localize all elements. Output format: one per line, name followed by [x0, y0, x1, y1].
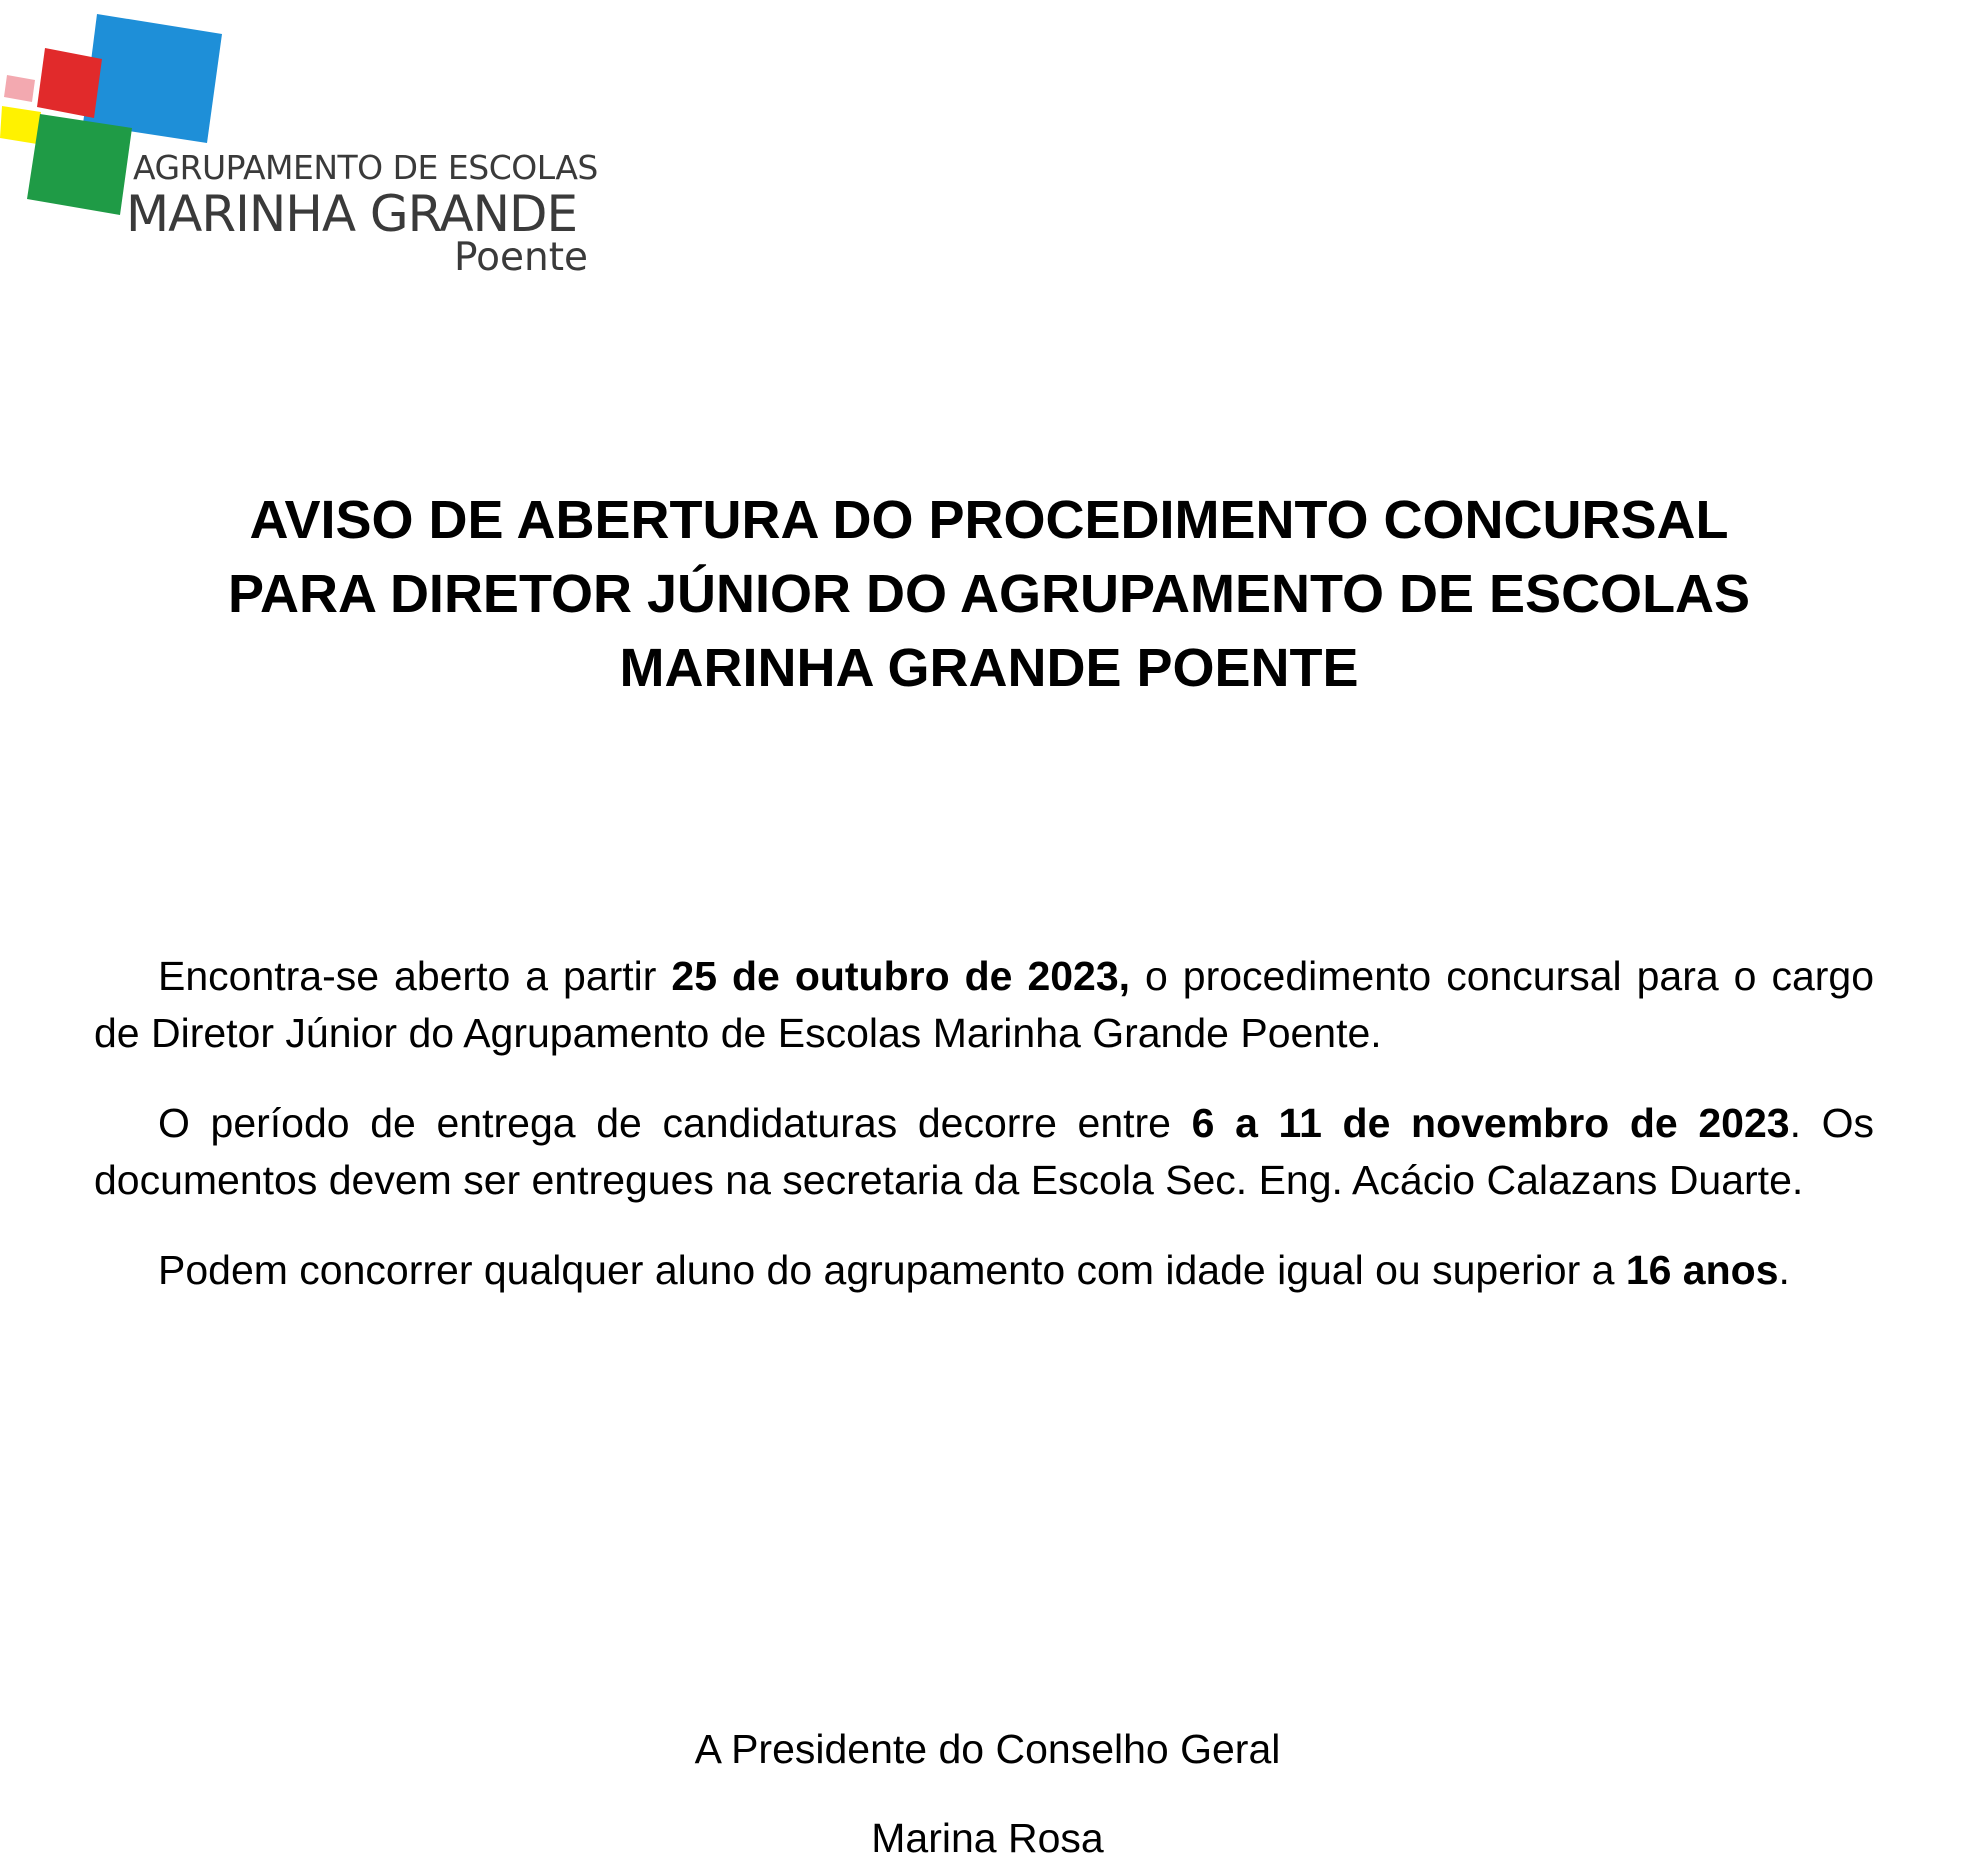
signature-role: A Presidente do Conselho Geral [694, 1726, 1281, 1772]
paragraph-application-period: O período de entrega de candidaturas decorre entre 6 a 11 de novembro de 2023. Os documentos devem ser entregues na secretaria da Escola Sec. Eng. Acácio Calazans Duarte. [94, 1100, 1875, 1203]
signature-name: Marina Rosa [871, 1815, 1104, 1861]
logo-pink-square [4, 75, 35, 102]
paragraph-eligibility: Podem concorrer qualquer aluno do agrupamento com idade igual ou superior a 16 anos. [158, 1247, 1790, 1293]
school-logo [0, 10, 620, 280]
notice-body [94, 948, 1874, 1332]
logo-text-agrupamento: AGRUPAMENTO DE ESCOLAS [133, 148, 598, 187]
logo-blue-square [83, 14, 222, 143]
opening-date: 25 de outubro de 2023, [671, 953, 1131, 999]
logo-green-square [27, 114, 132, 215]
title-line-2: PARA DIRETOR JÚNIOR DO AGRUPAMENTO DE ESCOLAS [227, 564, 1751, 624]
document-title [94, 483, 1884, 705]
title-line-1: AVISO DE ABERTURA DO PROCEDIMENTO CONCURSAL [249, 490, 1729, 550]
minimum-age: 16 anos [1625, 1247, 1779, 1293]
logo-red-square [37, 48, 102, 118]
title-line-3: MARINHA GRANDE POENTE [619, 638, 1359, 698]
application-period: 6 a 11 de novembro de 2023 [1191, 1100, 1790, 1146]
logo-text-marinha-grande: MARINHA GRANDE [126, 185, 578, 243]
logo-text-poente: Poente [454, 235, 588, 280]
logo-yellow-square [0, 106, 41, 144]
paragraph-opening-date: Encontra-se aberto a partir 25 de outubro de 2023, o procedimento concursal para o cargo de Diretor Júnior do Agrupamento de Escolas Marinha Grande Poente. [94, 953, 1875, 1056]
